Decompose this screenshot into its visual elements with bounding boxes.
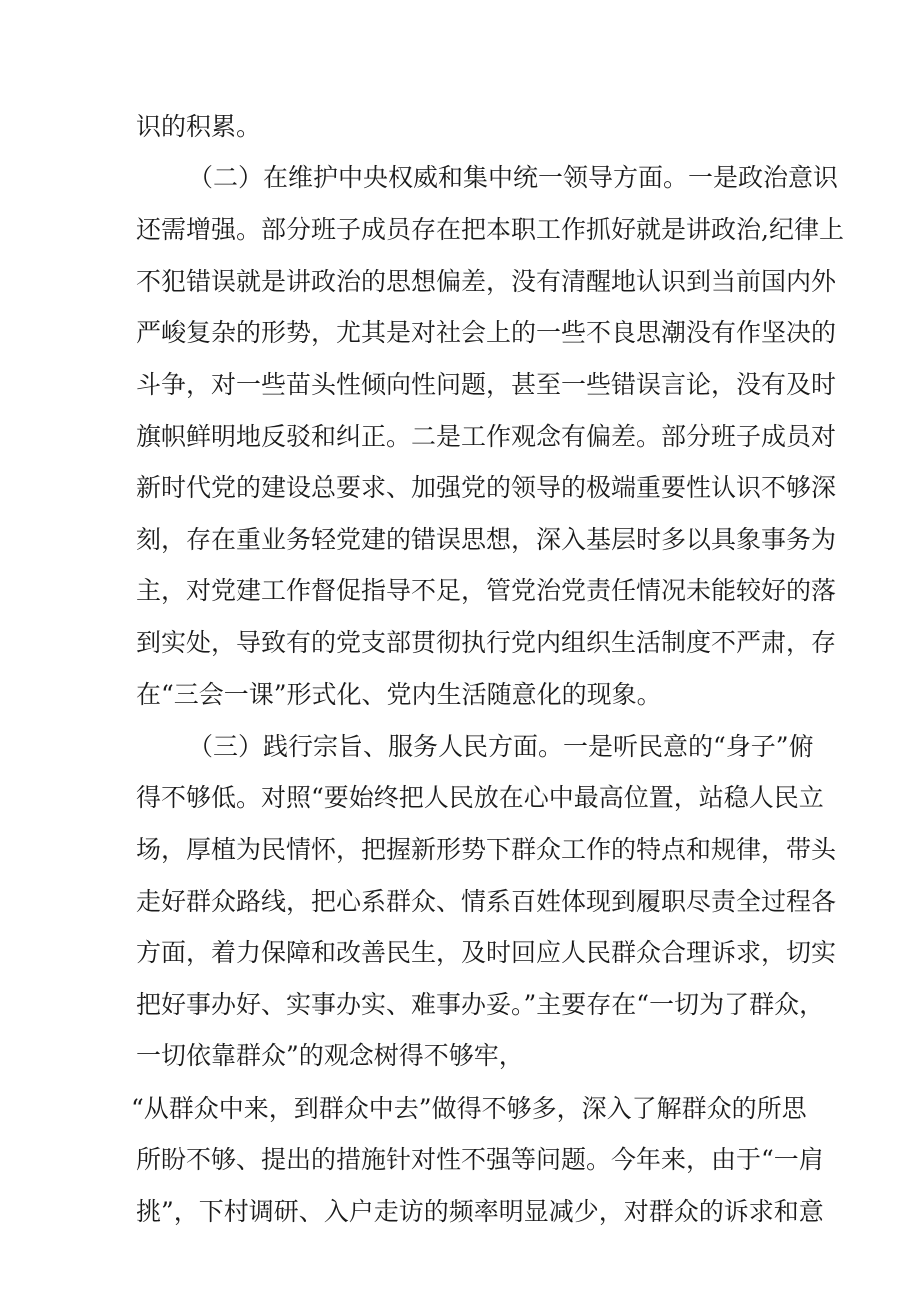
text-line — [0, 778, 920, 818]
text-line — [0, 882, 920, 922]
line-text: 不犯错误就是讲政治的思想偏差，没有清醒地认识到当前国内外 — [136, 267, 837, 296]
line-text: 旗帜鲜明地反驳和纠正。二是工作观念有偏差。部分班子成员对 — [136, 422, 837, 451]
line-text: （二）在维护中央权威和集中统一领导方面。一是政治意识 — [188, 163, 839, 192]
text-line — [0, 107, 920, 147]
text-line — [0, 1192, 920, 1232]
line-text: 新时代党的建设总要求、加强党的领导的极端重要性认识不够深 — [136, 473, 837, 502]
line-text: 挑”，下村调研、入户走访的频率明显减少，对群众的诉求和意 — [136, 1197, 824, 1226]
text-line — [0, 571, 920, 611]
line-text: 到实处，导致有的党支部贯彻执行党内组织生活制度不严肃，存 — [136, 628, 837, 657]
line-text: 得不够低。对照“要始终把人民放在心中最高位置，站稳人民立 — [136, 783, 824, 812]
line-text: 场，厚植为民情怀，把握新形势下群众工作的特点和规律，带头 — [136, 835, 837, 864]
line-text: “从群众中来，到群众中去”做得不够多，深入了解群众的所思 — [131, 1094, 807, 1123]
text-line — [0, 1089, 920, 1129]
text-line — [0, 1140, 920, 1180]
line-text: 方面，着力保障和改善民生，及时回应人民群众合理诉求，切实 — [136, 938, 837, 967]
text-line — [0, 1036, 920, 1076]
line-text: 在“三会一课”形式化、党内生活随意化的现象。 — [136, 680, 662, 709]
text-line — [0, 985, 920, 1025]
line-text: 主，对党建工作督促指导不足，管党治党责任情况未能较好的落 — [136, 576, 837, 605]
line-text: 识的积累。 — [136, 112, 262, 141]
line-text: 斗争，对一些苗头性倾向性问题，甚至一些错误言论，没有及时 — [136, 370, 837, 399]
line-text: 严峻复杂的形势，尤其是对社会上的一些不良思潮没有作坚决的 — [136, 318, 837, 347]
line-text: 还需增强。部分班子成员存在把本职工作抓好就是讲政治,纪律上 — [136, 215, 844, 244]
text-line — [0, 830, 920, 870]
text-line — [0, 313, 920, 353]
text-line — [0, 727, 920, 767]
text-line — [0, 520, 920, 560]
line-text: 所盼不够、提出的措施针对性不强等问题。今年来，由于“一肩 — [136, 1145, 824, 1174]
line-text: 一切依靠群众”的观念树得不够牢， — [136, 1041, 524, 1070]
text-line — [0, 933, 920, 973]
text-line — [0, 210, 920, 250]
text-line — [0, 158, 920, 198]
text-line — [0, 468, 920, 508]
line-text: 把好事办好、实事办实、难事办妥。”主要存在“一切为了群众， — [136, 990, 825, 1019]
line-text: 刻，存在重业务轻党建的错误思想，深入基层时多以具象事务为 — [136, 525, 837, 554]
text-line — [0, 365, 920, 405]
text-line — [0, 623, 920, 663]
line-text: （三）践行宗旨、服务人民方面。一是听民意的“身子”俯 — [188, 732, 814, 761]
text-line — [0, 417, 920, 457]
text-line — [0, 262, 920, 302]
line-text: 走好群众路线，把心系群众、情系百姓体现到履职尽责全过程各 — [136, 887, 837, 916]
text-line — [0, 675, 920, 715]
